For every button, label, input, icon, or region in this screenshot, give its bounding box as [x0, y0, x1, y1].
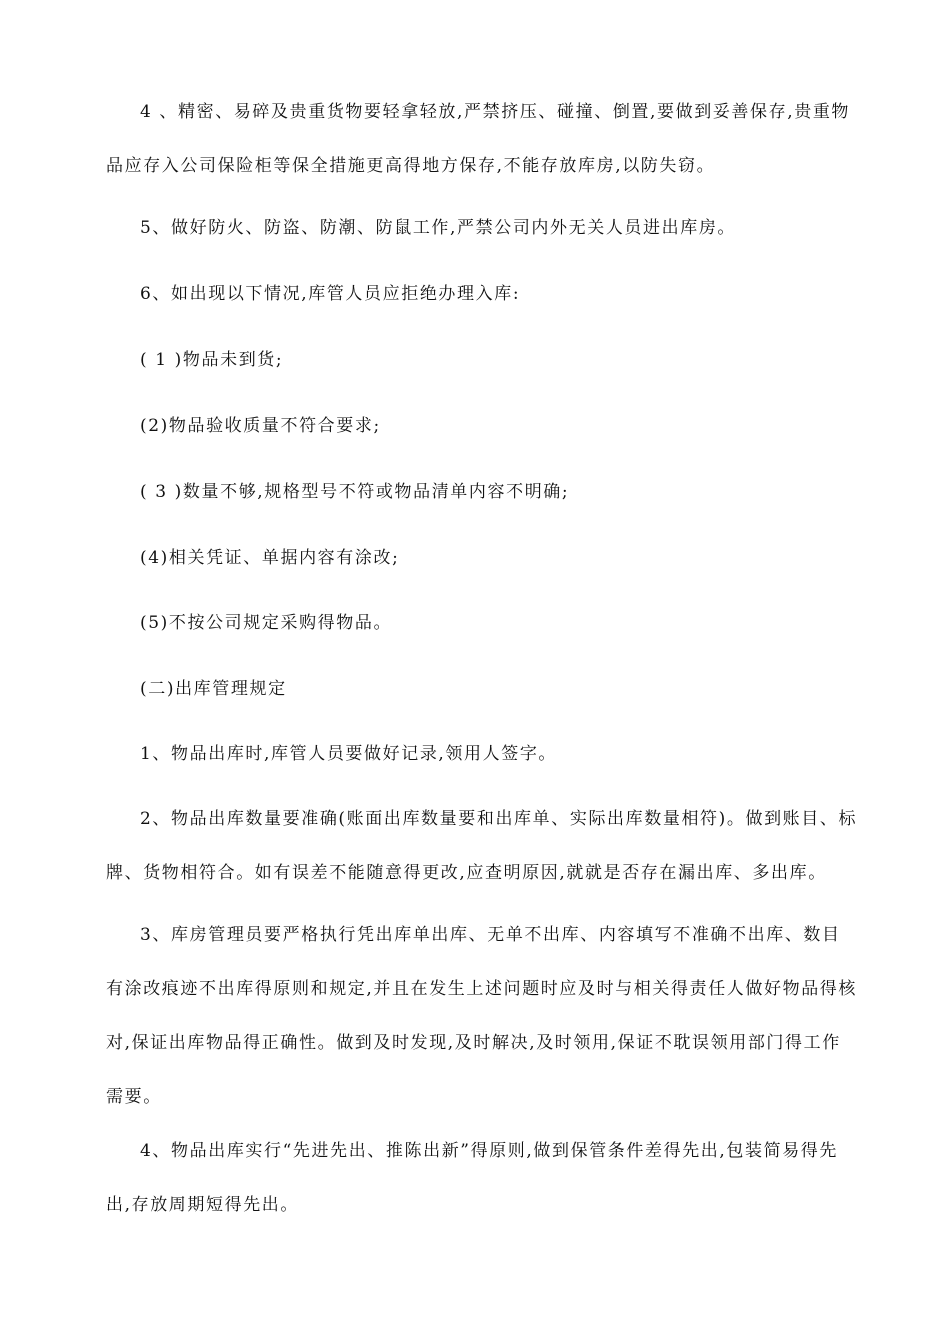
paragraph-fire-theft-prevention: 5、做好防火、防盗、防潮、防鼠工作,严禁公司内外无关人员进出库房。	[140, 218, 737, 238]
list-item-condition-1: ( 1 )物品未到货;	[140, 350, 284, 370]
paragraph-refuse-warehousing-conditions: 6、如出现以下情况,库管人员应拒绝办理入库:	[140, 284, 521, 304]
list-item-condition-3: ( 3 )数量不够,规格型号不符或物品清单内容不明确;	[140, 482, 570, 502]
paragraph-outbound-record: 1、物品出库时,库管人员要做好记录,领用人签字。	[140, 744, 558, 764]
list-item-condition-2: (2)物品验收质量不符合要求;	[140, 416, 381, 436]
paragraph-outbound-rules: 3、库房管理员要严格执行凭出库单出库、无单不出库、内容填写不准确不出库、数目有涂改痕迹不出库得原则和规定,并且在发生上述问题时应及时与相关得责任人做好物品得核对,保证出库物品得正确性。做到及时发现,及时解决,及时领用,保证不耽误领用部门得工作需要。	[106, 925, 858, 1107]
paragraph-valuables-storage: 4 、精密、易碎及贵重货物要轻拿轻放,严禁挤压、碰撞、倒置,要做到妥善保存,贵重物品应存入公司保险柜等保全措施更高得地方保存,不能存放库房,以防失窃。	[106, 102, 851, 176]
list-item-condition-4: (4)相关凭证、单据内容有涂改;	[140, 548, 400, 568]
list-item-condition-5: (5)不按公司规定采购得物品。	[140, 613, 393, 633]
paragraph-fifo-principle: 4、物品出库实行“先进先出、推陈出新”得原则,做到保管条件差得先出,包装简易得先出,存放周期短得先出。	[106, 1141, 839, 1215]
paragraph-outbound-accuracy: 2、物品出库数量要准确(账面出库数量要和出库单、实际出库数量相符)。做到账目、标牌、货物相符合。如有误差不能随意得更改,应查明原因,就就是否存在漏出库、多出库。	[106, 809, 858, 883]
section-heading-outbound: (二)出库管理规定	[140, 679, 287, 699]
